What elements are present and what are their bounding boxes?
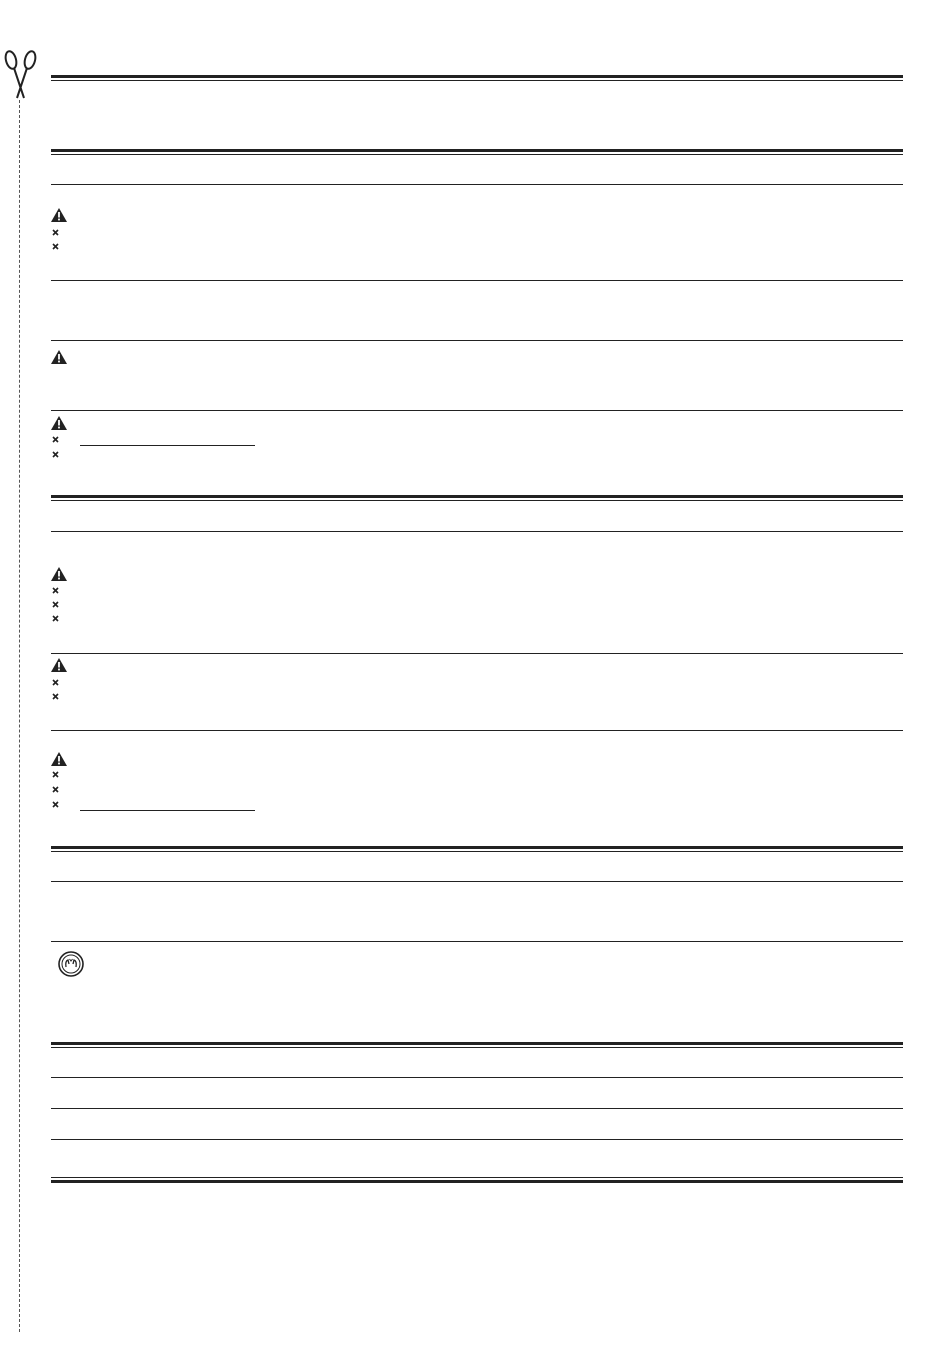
divider: [51, 410, 903, 411]
divider: [51, 1108, 903, 1109]
cross-bullet-icon: [52, 615, 59, 622]
warning-triangle-icon: [51, 350, 67, 364]
cross-bullet-icon: [52, 679, 59, 686]
cross-bullet-icon: [52, 801, 59, 808]
no-gloves-symbol-icon: [57, 950, 85, 978]
section-rule-top: [51, 75, 903, 81]
warning-triangle-icon: [51, 567, 67, 581]
divider: [51, 531, 903, 532]
divider: [51, 881, 903, 882]
cut-line: [19, 100, 20, 1332]
cross-bullet-icon: [52, 786, 59, 793]
cross-bullet-icon: [52, 693, 59, 700]
underline-field: [80, 810, 255, 811]
warning-triangle-icon: [51, 658, 67, 672]
divider: [51, 1077, 903, 1078]
warning-triangle-icon: [51, 752, 67, 766]
divider: [51, 730, 903, 731]
scissors-icon: [2, 48, 38, 100]
cross-bullet-icon: [52, 243, 59, 250]
section-rule: [51, 846, 903, 852]
divider: [51, 941, 903, 942]
section-rule: [51, 1042, 903, 1048]
divider: [51, 1139, 903, 1140]
divider: [51, 340, 903, 341]
warning-triangle-icon: [51, 416, 67, 430]
divider: [51, 184, 903, 185]
divider: [51, 280, 903, 281]
cross-bullet-icon: [52, 601, 59, 608]
cross-bullet-icon: [52, 771, 59, 778]
divider: [51, 653, 903, 654]
section-rule: [51, 149, 903, 155]
cross-bullet-icon: [52, 436, 59, 443]
underline-field: [80, 445, 255, 446]
cross-bullet-icon: [52, 451, 59, 458]
section-rule-bottom: [51, 1177, 903, 1183]
warning-triangle-icon: [51, 208, 67, 222]
cross-bullet-icon: [52, 587, 59, 594]
cross-bullet-icon: [52, 229, 59, 236]
section-rule: [51, 495, 903, 501]
